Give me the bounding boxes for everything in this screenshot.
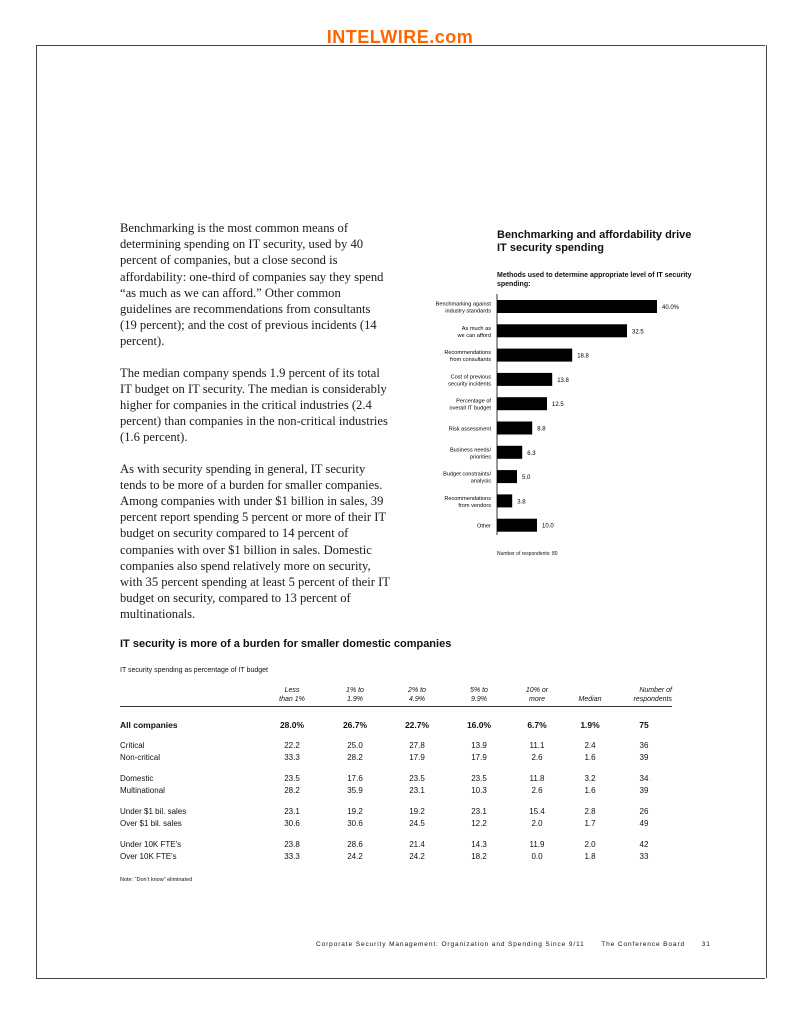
bar-value-label: 6.3	[527, 450, 536, 457]
table-cell: 23.1	[284, 807, 300, 816]
table-cell: 15.4	[529, 807, 545, 816]
table-title: IT security is more of a burden for smaller domestic companies	[120, 638, 452, 650]
header-line: respondents	[633, 696, 672, 703]
bar-category-label: As much as	[461, 325, 491, 332]
table-cell: 27.8	[409, 741, 425, 750]
table-cell: 39	[639, 786, 649, 795]
chart-title: Benchmarking and affordability drive IT security spending	[497, 229, 692, 254]
bar-value-label: 5.0	[522, 475, 531, 482]
table-cell: 11.8	[529, 774, 545, 783]
bar-category-label: Benchmarking against	[435, 301, 491, 308]
bar-category-label: security incidents	[448, 381, 491, 388]
table-cell: 30.6	[284, 819, 300, 828]
spending-table	[120, 686, 672, 863]
bar-category-label: Business needs/	[449, 447, 491, 454]
page-frame-bottom	[36, 978, 765, 979]
bar-value-label: 8.8	[537, 426, 546, 433]
bar-category-label: Risk assessment	[448, 426, 491, 433]
table-header	[616, 686, 672, 707]
table-cell: 42	[639, 840, 649, 849]
chart-bar	[497, 519, 537, 532]
table-cell: 2.0	[584, 840, 596, 849]
table-cell: 22.2	[284, 741, 300, 750]
row-label: Domestic	[120, 774, 154, 783]
footer-publisher: The Conference Board	[601, 941, 686, 948]
row-label: Over $1 bil. sales	[120, 819, 182, 828]
bar-category-label: industry standards	[445, 308, 491, 315]
table-header	[260, 686, 324, 707]
table-cell: 30.6	[347, 819, 363, 828]
table-cell: 34	[639, 774, 649, 783]
bar-value-label: 18.8	[577, 353, 589, 360]
table-cell: 2.8	[584, 807, 596, 816]
header-line	[564, 686, 616, 695]
table-cell: 33.3	[284, 852, 300, 861]
table-cell: 23.5	[409, 774, 425, 783]
bar-category-label: overall IT budget	[449, 405, 491, 412]
table-cell: 1.6	[584, 786, 596, 795]
table-cell: 36	[639, 741, 649, 750]
table-cell: 3.2	[584, 774, 596, 783]
header-line: more	[529, 696, 545, 703]
table-cell: 25.0	[347, 741, 363, 750]
table-row	[120, 818, 672, 830]
table-cell: 21.4	[409, 840, 425, 849]
paragraph: Benchmarking is the most common means of determining spending on IT security, used by 40 percent of companies, but a close second is affordability: one-third of companies say they spend “as much as we can afford.” Other common guidelines are recommendations from consultants (19 percent); and the cost of previous incidents (14 percent).	[120, 221, 384, 349]
footer-title: Corporate Security Management: Organization and Spending Since 9/11	[316, 941, 585, 948]
table-cell: 33	[639, 852, 649, 861]
table-cell: 1.6	[584, 753, 596, 762]
header-line: Median	[578, 696, 602, 703]
bar-chart	[400, 290, 690, 535]
table-cell: 1.7	[584, 819, 596, 828]
row-label: Under 10K FTE's	[120, 840, 182, 849]
table-cell: 11.1	[529, 741, 545, 750]
table-cell: 2.6	[531, 753, 543, 762]
table-cell: 23.8	[284, 840, 300, 849]
row-label: Multinational	[120, 786, 165, 795]
row-label: Under $1 bil. sales	[120, 807, 187, 816]
chart-bar	[497, 470, 517, 483]
table-row	[120, 851, 672, 863]
table-cell: 75	[639, 720, 649, 730]
table-cell: 10.3	[471, 786, 487, 795]
row-label: All companies	[120, 720, 178, 730]
header-line: than 1%	[279, 696, 305, 703]
bar-category-label: Recommendations	[444, 495, 491, 502]
table-cell: 28.2	[284, 786, 300, 795]
table-cell: 14.3	[471, 840, 487, 849]
table-cell: 2.0	[531, 819, 543, 828]
table-cell: 17.9	[409, 753, 425, 762]
table-cell: 23.5	[284, 774, 300, 783]
bar-category-label: Cost of previous	[450, 374, 491, 381]
table-cell: 28.6	[347, 840, 363, 849]
chart-bar	[497, 324, 627, 337]
chart-bar	[497, 422, 532, 435]
header-line: 1.9%	[347, 696, 363, 703]
chart-bar	[497, 349, 572, 362]
table-cell: 1.9%	[580, 720, 600, 730]
header-line: Less	[284, 687, 300, 694]
table-row	[120, 752, 672, 764]
table-row	[120, 839, 672, 851]
page-number: 31	[701, 941, 711, 948]
table-note: Note: “Don’t know” eliminated	[120, 877, 193, 883]
page-footer	[316, 941, 725, 948]
table-cell: 23.1	[409, 786, 425, 795]
bar-category-label: Recommendations	[444, 350, 491, 357]
bar-value-label: 13.8	[557, 377, 569, 384]
table-cell: 22.7%	[404, 720, 430, 730]
chart-bar	[497, 300, 657, 313]
table-cell: 49	[639, 819, 649, 828]
chart-subtitle: Methods used to determine appropriate level of IT security spending:	[497, 272, 692, 288]
table-subtitle: IT security spending as percentage of IT budget	[120, 667, 269, 674]
row-label: Non-critical	[120, 753, 161, 762]
table-cell: 18.2	[471, 852, 487, 861]
bar-category-label: priorities	[469, 454, 491, 461]
row-label: Critical	[120, 741, 145, 750]
table-cell: 16.0%	[466, 720, 492, 730]
table-header	[448, 686, 510, 707]
table-row	[120, 740, 672, 752]
table-header	[564, 686, 616, 707]
table-cell: 12.2	[471, 819, 487, 828]
bar-value-label: 12.5	[552, 402, 564, 409]
table-cell: 19.2	[409, 807, 425, 816]
chart-bar	[497, 373, 552, 386]
table-cell: 26	[639, 807, 649, 816]
paragraph: As with security spending in general, IT security tends to be more of a burden for smaller companies. Among companies with under $1 billion in sales, 39 percent report spending 5 percent or more of their IT budget on security compared to 14 percent of companies with over $1 billion in sales. Domestic companies also spend relatively more on security, with 35 percent spending at least 5 percent of their IT budget on security, compared to 13 percent of multinationals.	[120, 461, 390, 622]
table-cell: 2.6	[531, 786, 543, 795]
bar-value-label: 32.5	[632, 329, 644, 336]
bar-value-label: 10.0	[542, 523, 554, 530]
table-row	[120, 806, 672, 818]
paragraph: The median company spends 1.9 percent of its total IT budget on IT security. The median is considerably higher for companies in the critical industries (2.4 percent) than companies in the non-critical industries (1.6 percent).	[120, 365, 388, 445]
table-cell: 2.4	[584, 741, 596, 750]
table-cell: 28.2	[347, 753, 363, 762]
table-cell: 6.7%	[527, 720, 547, 730]
bar-category-label: from consultants	[449, 357, 491, 364]
row-label: Over 10K FTE's	[120, 852, 177, 861]
header-line: 9.9%	[471, 696, 487, 703]
table-header	[324, 686, 386, 707]
bar-value-label: 3.8	[517, 499, 526, 506]
header-line: 2% to	[408, 687, 426, 694]
table-cell: 0.0	[531, 852, 543, 861]
table-cell: 1.8	[584, 852, 596, 861]
table-cell: 35.9	[347, 786, 363, 795]
table-header	[386, 686, 448, 707]
bar-value-label: 40.0%	[662, 305, 680, 311]
header-line: Number of	[639, 687, 672, 694]
table-cell: 23.5	[471, 774, 487, 783]
watermark: INTELWIRE.com	[326, 27, 474, 47]
table-header-empty	[120, 686, 260, 707]
table-cell: 24.2	[347, 852, 363, 861]
bar-category-label: Percentage of	[456, 398, 491, 405]
table-row	[120, 773, 672, 785]
table-row	[120, 719, 672, 731]
chart-bar	[497, 397, 547, 410]
bar-category-label: Budget constraints/	[443, 471, 491, 478]
header-line: 1% to	[346, 687, 364, 694]
bar-category-label: Other	[477, 523, 491, 530]
chart-bar	[497, 446, 522, 459]
table-cell: 26.7%	[342, 720, 368, 730]
table-cell: 17.6	[347, 774, 363, 783]
table-cell: 17.9	[471, 753, 487, 762]
bar-category-label: we can afford	[457, 332, 491, 339]
header-line: 10% or	[525, 687, 549, 694]
bar-category-label: from vendors	[458, 502, 491, 509]
table-cell: 33.3	[284, 753, 300, 762]
table-cell: 39	[639, 753, 649, 762]
table-cell: 23.1	[471, 807, 487, 816]
table-cell: 13.9	[471, 741, 487, 750]
body-text	[120, 220, 390, 638]
header-line: 5% to	[470, 687, 488, 694]
table-cell: 24.2	[409, 852, 425, 861]
table-header	[510, 686, 564, 707]
table-cell: 19.2	[347, 807, 363, 816]
table-row	[120, 785, 672, 797]
header-line: 4.9%	[409, 696, 425, 703]
chart-bar	[497, 494, 512, 507]
chart-footnote: Number of respondents: 80	[497, 551, 558, 557]
bar-category-label: analysis	[470, 478, 491, 485]
table-cell: 24.5	[409, 819, 425, 828]
table-cell: 28.0%	[279, 720, 305, 730]
table-cell: 11.9	[529, 840, 545, 849]
